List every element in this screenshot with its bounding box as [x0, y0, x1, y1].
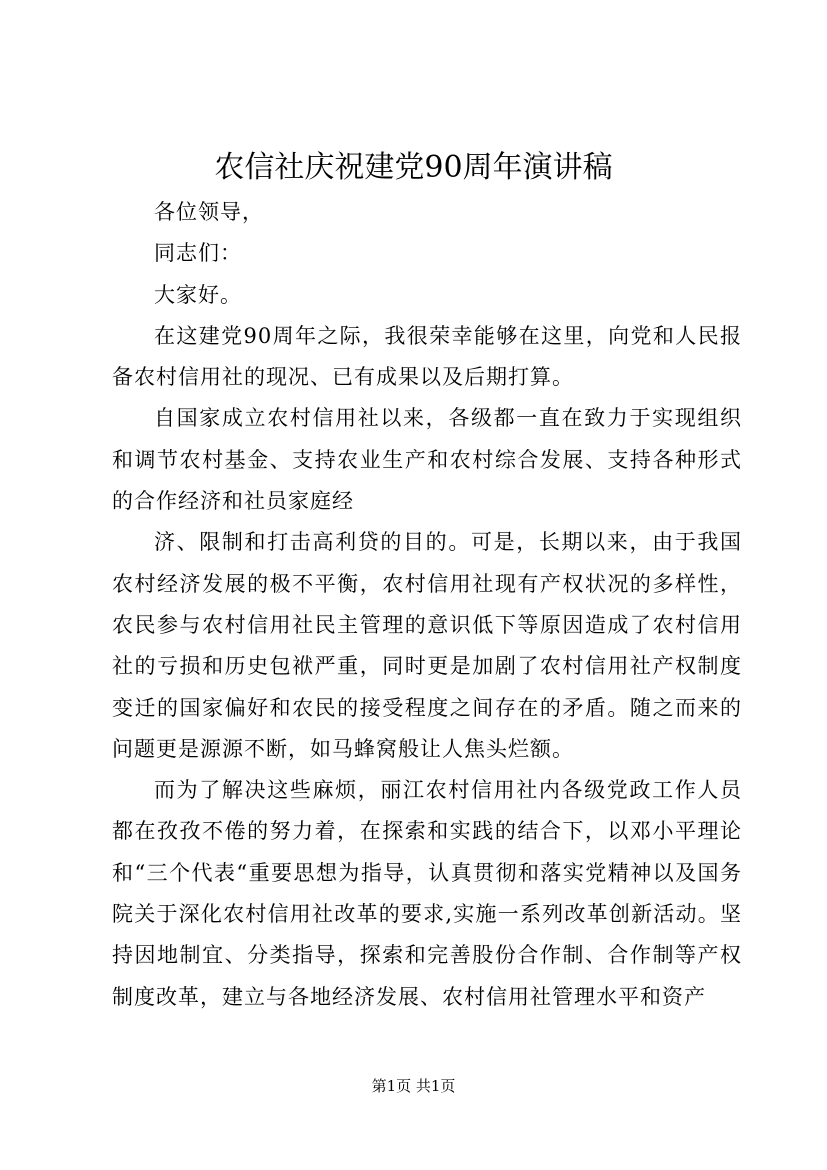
document-body: [112, 192, 742, 1018]
paragraph-intro: 在这建党90周年之际，我很荣幸能够在这里，向党和人民报备农村信用社的现况、已有成果以及后期打算。: [112, 323, 742, 390]
paragraph-greeting-leaders: 各位领导，: [154, 200, 264, 224]
document-title: 农信社庆祝建党90周年演讲稿: [214, 150, 613, 185]
page-number-footer: 第1页 共1页: [371, 1077, 456, 1095]
paragraph-greeting-comrades: 同志们：: [154, 241, 242, 266]
paragraph-reform: 而为了解决这些麻烦，丽江农村信用社内各级党政工作人员都在孜孜不倦的努力着，在探索和实践的结合下，以邓小平理论和“三个代表“重要思想为指导，认真贯彻和落实党精神以及国务院关于深化农村信用社改革的要求,实施一系列改革创新活动。坚持因地制宜、分类指导，探索和完善股份合作制、合作制等产权制度改革，建立与各地经济发展、农村信用社管理水平和资产: [112, 778, 742, 1009]
paragraph-problems: 济、限制和打击高利贷的目的。可是，长期以来，由于我国农村经济发展的极不平衡，农村信用社现有产权状况的多样性，农民参与农村信用社民主管理的意识低下等原因造成了农村信用社的亏损和历史包袱严重，同时更是加剧了农村信用社产权制度变迁的国家偏好和农民的接受程度之间存在的矛盾。随之而来的问题更是源源不断，如马蜂窝般让人焦头烂额。: [112, 530, 742, 761]
paragraph-history: 自国家成立农村信用社以来，各级都一直在致力于实现组织和调节农村基金、支持农业生产和农村综合发展、支持各种形式的合作经济和社员家庭经: [112, 406, 742, 514]
paragraph-hello: 大家好。: [154, 282, 242, 307]
